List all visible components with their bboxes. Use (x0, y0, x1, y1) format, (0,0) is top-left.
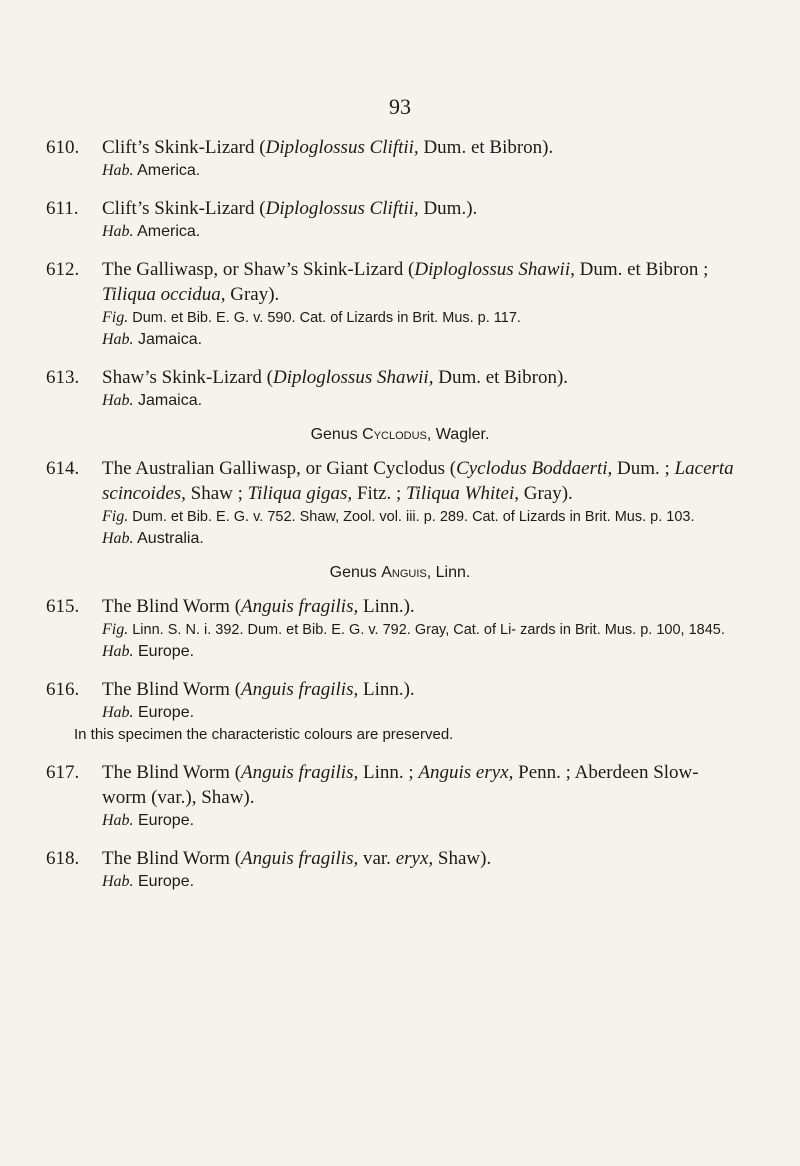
entry-617 (0, 760, 800, 832)
entry-number: 617. (46, 762, 80, 783)
entry-habitat: Hab. Australia. (102, 530, 204, 547)
entry-number: 613. (46, 367, 80, 388)
entry-610 (0, 135, 800, 182)
entry-number: 618. (46, 848, 80, 869)
entry-616 (0, 677, 800, 746)
entry-title: The Australian Galliwasp, or Giant Cyclodus (Cyclodus Boddaerti, Dum. ; Lacerta scincoides, Shaw ; Tiliqua gigas, Fitz. ; Tiliqua Whitei, Gray). (102, 458, 734, 504)
entry-note: In this specimen the characteristic colours are preserved. (74, 726, 454, 743)
entry-title: The Blind Worm (Anguis fragilis, Linn. ; Anguis eryx, Penn. ; Aberdeen Slow-worm (var.), Shaw). (102, 762, 699, 808)
entry-title: The Blind Worm (Anguis fragilis, var. eryx, Shaw). (102, 848, 492, 869)
entry-habitat: Hab. America. (102, 223, 201, 240)
entry-title: Clift’s Skink-Lizard (Diploglossus Cliftii, Dum.). (102, 198, 478, 219)
entry-title: The Galliwasp, or Shaw’s Skink-Lizard (Diploglossus Shawii, Dum. et Bibron ; Tiliqua occidua, Gray). (102, 259, 709, 305)
entry-figure-ref: Fig. Linn. S. N. i. 392. Dum. et Bib. E. G. v. 792. Gray, Cat. of Li- zards in Brit. Mus. p. 100, 1845. (102, 621, 725, 638)
entry-habitat: Hab. Europe. (102, 643, 195, 660)
entry-number: 615. (46, 596, 80, 617)
entry-habitat: Hab. Jamaica. (102, 392, 203, 409)
entry-habitat: Hab. Europe. (102, 873, 195, 890)
entry-number: 610. (46, 137, 80, 158)
entry-habitat: Hab. America. (102, 162, 201, 179)
catalogue-list (0, 135, 800, 907)
entry-title: The Blind Worm (Anguis fragilis, Linn.). (102, 596, 415, 617)
entry-number: 611. (46, 198, 79, 219)
entry-figure-ref: Fig. Dum. et Bib. E. G. v. 590. Cat. of Lizards in Brit. Mus. p. 117. (102, 309, 521, 326)
entry-611 (0, 196, 800, 243)
entry-habitat: Hab. Europe. (102, 704, 195, 721)
entry-figure-ref: Fig. Dum. et Bib. E. G. v. 752. Shaw, Zool. vol. iii. p. 289. Cat. of Lizards in Brit. Mus. p. 103. (102, 508, 695, 525)
entry-613 (0, 365, 800, 412)
entry-number: 614. (46, 458, 80, 479)
page-number: 93 (389, 94, 411, 119)
entry-title: The Blind Worm (Anguis fragilis, Linn.). (102, 679, 415, 700)
entry-habitat: Hab. Europe. (102, 812, 195, 829)
entry-title: Clift’s Skink-Lizard (Diploglossus Cliftii, Dum. et Bibron). (102, 137, 554, 158)
entry-number: 612. (46, 259, 80, 280)
entry-612 (0, 257, 800, 351)
genus-heading-cyclodus: Genus Cyclodus, Wagler. (310, 426, 490, 443)
entry-618 (0, 846, 800, 893)
entry-614 (0, 456, 800, 550)
genus-heading-anguis: Genus Anguis, Linn. (329, 564, 471, 581)
entry-habitat: Hab. Jamaica. (102, 331, 203, 348)
entry-615 (0, 594, 800, 663)
entry-title: Shaw’s Skink-Lizard (Diploglossus Shawii, Dum. et Bibron). (102, 367, 569, 388)
entry-number: 616. (46, 679, 80, 700)
